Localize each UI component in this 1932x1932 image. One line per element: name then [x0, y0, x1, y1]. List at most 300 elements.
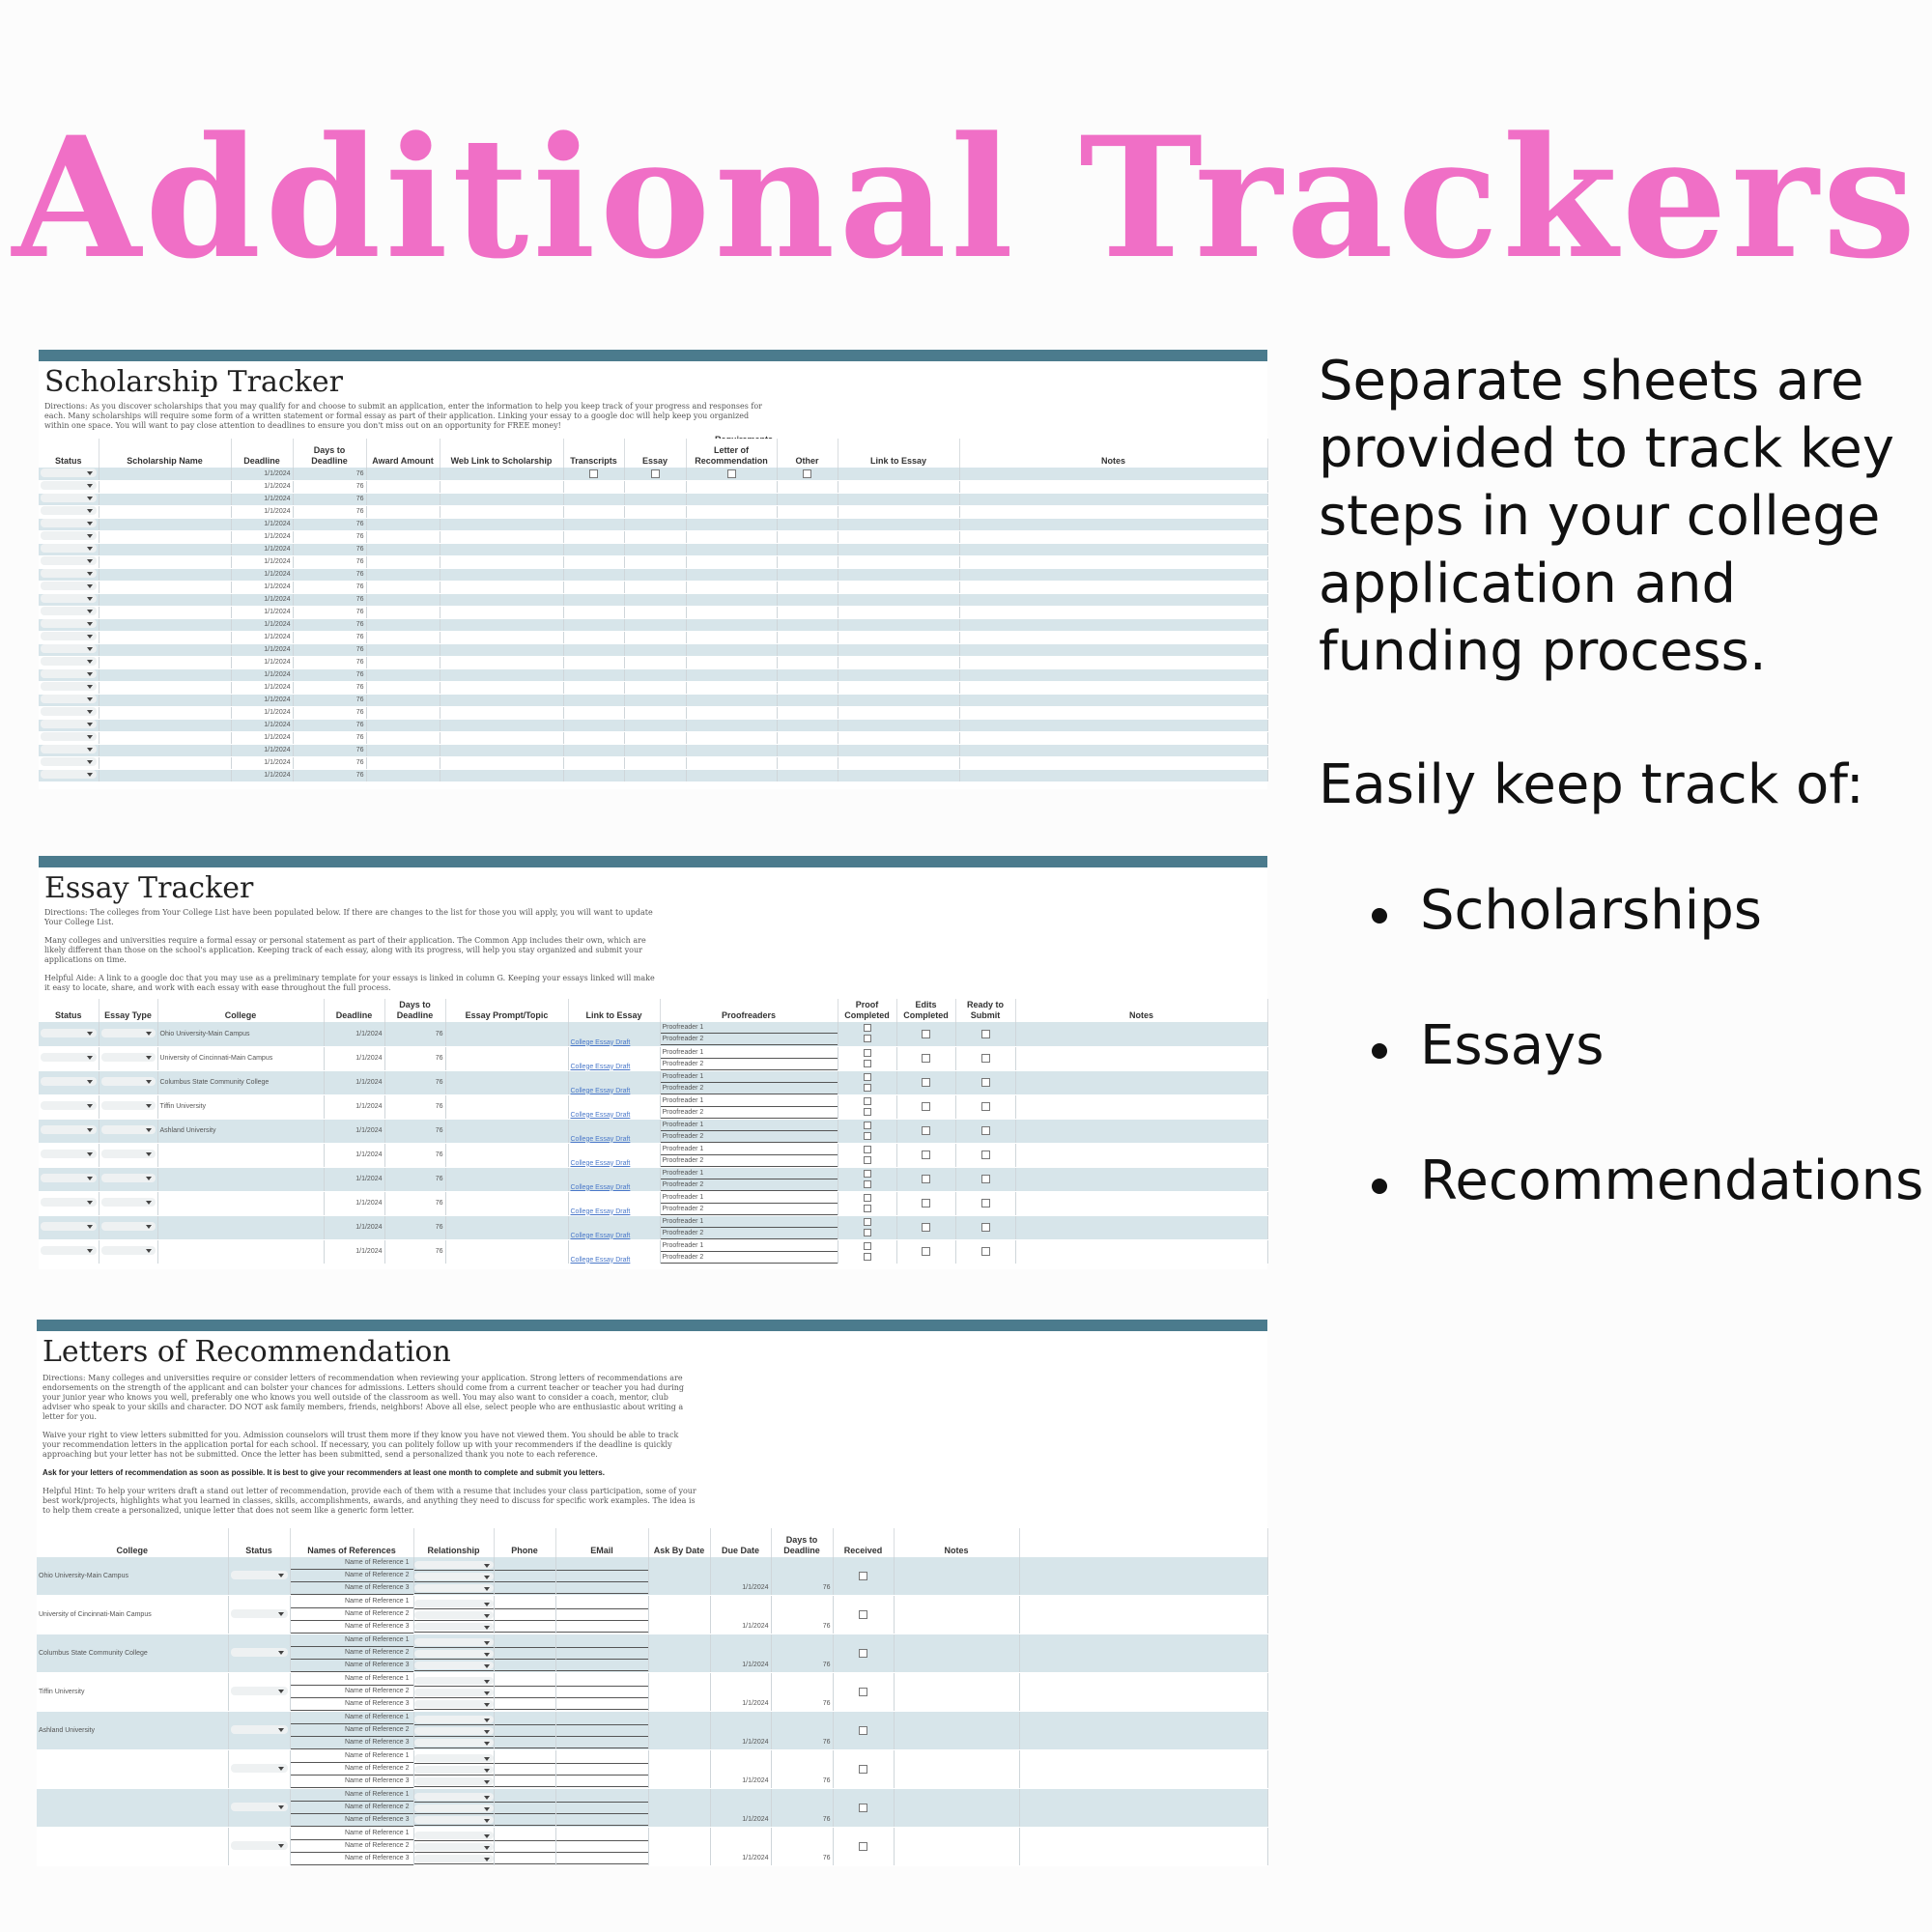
table-cell[interactable] — [39, 656, 99, 668]
relationship-dropdown[interactable] — [414, 1853, 494, 1864]
table-cell[interactable] — [624, 744, 686, 756]
table-cell[interactable] — [710, 1828, 771, 1866]
reference-name[interactable]: Name of Reference 1 — [291, 1557, 413, 1570]
table-cell[interactable] — [99, 1094, 157, 1119]
essay-draft-link[interactable]: College Essay Draft — [570, 1111, 631, 1119]
table-cell[interactable]: 1/1/2024 — [231, 706, 293, 719]
proofreader-2[interactable]: Proofreader 2 — [661, 1107, 838, 1119]
table-cell[interactable] — [777, 530, 838, 543]
entry-line[interactable] — [556, 1737, 648, 1748]
table-cell[interactable] — [686, 568, 777, 581]
table-cell[interactable]: Ohio University-Main Campus — [37, 1557, 228, 1596]
proofreader-1[interactable]: Proofreader 1 — [661, 1120, 838, 1131]
status-dropdown[interactable] — [41, 607, 97, 615]
table-cell[interactable]: 76 — [293, 505, 366, 518]
table-cell[interactable] — [563, 719, 624, 731]
table-cell[interactable] — [660, 1215, 838, 1239]
table-cell[interactable] — [440, 643, 563, 656]
status-dropdown[interactable] — [231, 1841, 288, 1850]
table-cell[interactable] — [660, 1167, 838, 1191]
entry-line[interactable] — [556, 1559, 648, 1571]
table-cell[interactable]: 1/1/2024 — [231, 480, 293, 493]
table-cell[interactable] — [959, 518, 1267, 530]
table-cell[interactable] — [624, 681, 686, 694]
table-cell[interactable] — [440, 593, 563, 606]
status-dropdown[interactable] — [41, 1077, 97, 1086]
table-cell[interactable] — [563, 530, 624, 543]
table-cell[interactable] — [563, 480, 624, 493]
table-cell[interactable] — [777, 568, 838, 581]
table-cell[interactable] — [959, 618, 1267, 631]
table-cell[interactable] — [838, 555, 959, 568]
proofreader-1[interactable]: Proofreader 1 — [661, 1192, 838, 1204]
table-cell[interactable] — [99, 1070, 157, 1094]
table-cell[interactable] — [959, 694, 1267, 706]
table-cell[interactable] — [660, 1191, 838, 1215]
table-cell[interactable] — [624, 493, 686, 505]
reference-name[interactable]: Name of Reference 3 — [291, 1660, 413, 1672]
entry-line[interactable] — [556, 1648, 648, 1660]
table-cell[interactable] — [563, 694, 624, 706]
table-cell[interactable] — [959, 706, 1267, 719]
table-cell[interactable] — [440, 581, 563, 593]
table-cell[interactable] — [838, 480, 959, 493]
status-dropdown[interactable] — [414, 1573, 494, 1580]
status-dropdown[interactable] — [41, 544, 97, 553]
status-dropdown[interactable] — [101, 1198, 156, 1207]
table-cell[interactable]: 76 — [384, 1215, 445, 1239]
status-dropdown[interactable] — [41, 1053, 97, 1062]
entry-line[interactable] — [556, 1675, 648, 1687]
table-cell[interactable]: 76 — [293, 694, 366, 706]
table-cell[interactable] — [838, 530, 959, 543]
table-cell[interactable] — [99, 493, 231, 505]
table-cell[interactable] — [366, 530, 440, 543]
table-cell[interactable] — [959, 731, 1267, 744]
table-cell[interactable] — [563, 468, 624, 480]
table-cell[interactable] — [648, 1634, 710, 1673]
status-dropdown[interactable] — [41, 1029, 97, 1037]
table-cell[interactable]: 76 — [293, 769, 366, 781]
table-cell[interactable] — [624, 468, 686, 480]
status-dropdown[interactable] — [41, 1125, 97, 1134]
checkbox[interactable] — [864, 1035, 871, 1042]
table-cell[interactable]: 76 — [384, 1070, 445, 1094]
entry-line[interactable] — [495, 1764, 555, 1776]
table-cell[interactable] — [366, 518, 440, 530]
table-cell[interactable] — [563, 681, 624, 694]
table-cell[interactable] — [99, 505, 231, 518]
table-cell[interactable] — [838, 581, 959, 593]
table-cell[interactable] — [445, 1191, 568, 1215]
entry-line[interactable] — [556, 1571, 648, 1582]
entry-line[interactable] — [495, 1609, 555, 1621]
entry-line[interactable] — [495, 1814, 555, 1826]
table-cell[interactable]: 76 — [293, 493, 366, 505]
table-cell[interactable]: 1/1/2024 — [231, 543, 293, 555]
table-cell[interactable] — [290, 1596, 413, 1634]
table-cell[interactable] — [838, 744, 959, 756]
table-cell[interactable] — [624, 530, 686, 543]
table-cell[interactable]: 76 — [384, 1119, 445, 1143]
checkbox[interactable] — [981, 1054, 990, 1063]
status-dropdown[interactable] — [101, 1246, 156, 1255]
status-dropdown[interactable] — [41, 720, 97, 728]
status-dropdown[interactable] — [414, 1584, 494, 1592]
table-cell[interactable] — [1015, 1094, 1267, 1119]
table-cell[interactable] — [39, 1094, 99, 1119]
table-cell[interactable] — [838, 568, 959, 581]
table-cell[interactable] — [838, 618, 959, 631]
table-cell[interactable] — [39, 543, 99, 555]
table-cell[interactable] — [771, 1673, 833, 1712]
proofreader-1[interactable]: Proofreader 1 — [661, 1071, 838, 1083]
table-cell[interactable] — [494, 1596, 555, 1634]
table-cell[interactable] — [413, 1789, 494, 1828]
checkbox[interactable] — [864, 1180, 871, 1188]
table-cell[interactable] — [624, 480, 686, 493]
table-cell[interactable]: 76 — [384, 1239, 445, 1264]
table-cell[interactable]: 1/1/2024 — [324, 1022, 384, 1046]
table-cell[interactable]: 1/1/2024 — [231, 631, 293, 643]
essay-draft-link[interactable]: College Essay Draft — [570, 1183, 631, 1191]
table-cell[interactable] — [440, 706, 563, 719]
table-cell[interactable] — [660, 1143, 838, 1167]
status-dropdown[interactable] — [414, 1855, 494, 1862]
checkbox[interactable] — [981, 1151, 990, 1159]
table-cell[interactable] — [959, 744, 1267, 756]
table-cell[interactable] — [771, 1557, 833, 1596]
checkbox[interactable] — [864, 1229, 871, 1236]
table-cell[interactable]: University of Cincinnati-Main Campus — [157, 1046, 324, 1070]
table-cell[interactable] — [1019, 1596, 1267, 1634]
table-cell[interactable] — [959, 480, 1267, 493]
checkbox[interactable] — [727, 469, 736, 478]
entry-line[interactable] — [556, 1814, 648, 1826]
status-dropdown[interactable] — [101, 1174, 156, 1182]
entry-line[interactable] — [495, 1598, 555, 1609]
table-cell[interactable] — [624, 505, 686, 518]
table-cell[interactable] — [366, 719, 440, 731]
table-cell[interactable] — [955, 1070, 1015, 1094]
table-cell[interactable] — [686, 681, 777, 694]
table-cell[interactable] — [660, 1119, 838, 1143]
status-dropdown[interactable] — [414, 1623, 494, 1631]
status-dropdown[interactable] — [41, 619, 97, 628]
table-cell[interactable] — [563, 568, 624, 581]
table-cell[interactable] — [440, 769, 563, 781]
status-dropdown[interactable] — [41, 732, 97, 741]
status-dropdown[interactable] — [41, 644, 97, 653]
table-cell[interactable] — [838, 643, 959, 656]
table-cell[interactable] — [838, 518, 959, 530]
checkbox[interactable] — [981, 1030, 990, 1038]
table-cell[interactable] — [959, 505, 1267, 518]
table-cell[interactable]: 1/1/2024 — [231, 518, 293, 530]
status-dropdown[interactable] — [414, 1677, 494, 1685]
table-cell[interactable] — [555, 1750, 648, 1789]
status-dropdown[interactable] — [41, 1246, 97, 1255]
entry-line[interactable] — [495, 1737, 555, 1748]
table-cell[interactable] — [563, 706, 624, 719]
status-dropdown[interactable] — [231, 1687, 288, 1695]
table-cell[interactable] — [777, 694, 838, 706]
checkbox[interactable] — [864, 1024, 871, 1032]
checkbox[interactable] — [803, 469, 811, 478]
table-cell[interactable] — [39, 618, 99, 631]
table-cell[interactable] — [710, 1634, 771, 1673]
table-cell[interactable] — [959, 643, 1267, 656]
table-cell[interactable] — [838, 681, 959, 694]
table-cell[interactable] — [1015, 1215, 1267, 1239]
table-cell[interactable] — [39, 1046, 99, 1070]
table-cell[interactable] — [777, 769, 838, 781]
table-cell[interactable] — [290, 1750, 413, 1789]
table-cell[interactable] — [686, 480, 777, 493]
table-cell[interactable]: 76 — [293, 618, 366, 631]
essay-draft-link[interactable]: College Essay Draft — [570, 1135, 631, 1143]
checkbox[interactable] — [922, 1199, 930, 1208]
table-cell[interactable] — [366, 555, 440, 568]
table-cell[interactable] — [563, 756, 624, 769]
table-cell[interactable] — [440, 493, 563, 505]
essay-draft-link[interactable]: College Essay Draft — [570, 1208, 631, 1215]
table-cell[interactable] — [445, 1167, 568, 1191]
table-cell[interactable]: 76 — [293, 518, 366, 530]
checkbox[interactable] — [859, 1688, 867, 1696]
table-cell[interactable] — [366, 706, 440, 719]
table-cell[interactable] — [99, 581, 231, 593]
entry-line[interactable] — [495, 1636, 555, 1648]
table-cell[interactable] — [838, 1046, 896, 1070]
status-dropdown[interactable] — [41, 745, 97, 753]
essay-draft-link[interactable]: College Essay Draft — [570, 1063, 631, 1070]
table-cell[interactable] — [624, 706, 686, 719]
checkbox[interactable] — [922, 1223, 930, 1232]
checkbox[interactable] — [859, 1726, 867, 1735]
table-cell[interactable] — [99, 518, 231, 530]
checkbox[interactable] — [981, 1102, 990, 1111]
table-cell[interactable]: 1/1/2024 — [231, 643, 293, 656]
table-cell[interactable] — [440, 505, 563, 518]
table-cell[interactable] — [838, 1167, 896, 1191]
table-cell[interactable] — [660, 1046, 838, 1070]
table-cell[interactable] — [894, 1828, 1019, 1866]
table-cell[interactable]: 1/1/2024 — [324, 1239, 384, 1264]
table-cell[interactable] — [959, 568, 1267, 581]
table-cell[interactable] — [99, 668, 231, 681]
essay-draft-link[interactable]: College Essay Draft — [570, 1087, 631, 1094]
table-cell[interactable] — [959, 555, 1267, 568]
entry-line[interactable] — [495, 1830, 555, 1841]
table-cell[interactable] — [1019, 1750, 1267, 1789]
table-cell[interactable]: 76 — [293, 756, 366, 769]
table-cell[interactable] — [894, 1596, 1019, 1634]
table-cell[interactable] — [99, 568, 231, 581]
table-cell[interactable] — [838, 706, 959, 719]
checkbox[interactable] — [651, 469, 660, 478]
reference-name[interactable]: Name of Reference 3 — [291, 1737, 413, 1749]
table-cell[interactable] — [710, 1673, 771, 1712]
table-cell[interactable] — [494, 1557, 555, 1596]
table-cell[interactable] — [99, 681, 231, 694]
table-cell[interactable]: 76 — [293, 643, 366, 656]
table-cell[interactable] — [686, 731, 777, 744]
table-cell[interactable] — [39, 518, 99, 530]
table-cell[interactable] — [568, 1215, 660, 1239]
table-cell[interactable] — [366, 581, 440, 593]
table-cell[interactable] — [959, 769, 1267, 781]
table-cell[interactable] — [648, 1673, 710, 1712]
relationship-dropdown[interactable] — [414, 1841, 494, 1853]
status-dropdown[interactable] — [41, 569, 97, 578]
status-dropdown[interactable] — [231, 1803, 288, 1811]
table-cell[interactable] — [660, 1022, 838, 1046]
table-cell[interactable] — [290, 1557, 413, 1596]
status-dropdown[interactable] — [101, 1150, 156, 1158]
essay-draft-link[interactable]: College Essay Draft — [570, 1159, 631, 1167]
entry-line[interactable] — [556, 1621, 648, 1633]
table-cell[interactable] — [838, 1119, 896, 1143]
table-cell[interactable] — [440, 694, 563, 706]
checkbox[interactable] — [981, 1175, 990, 1183]
status-dropdown[interactable] — [41, 695, 97, 703]
status-dropdown[interactable] — [41, 469, 97, 477]
table-cell[interactable] — [366, 543, 440, 555]
table-cell[interactable]: Tiffin University — [37, 1673, 228, 1712]
table-cell[interactable] — [494, 1673, 555, 1712]
table-cell[interactable]: 1/1/2024 — [231, 756, 293, 769]
table-cell[interactable] — [494, 1634, 555, 1673]
table-cell[interactable] — [568, 1022, 660, 1046]
table-cell[interactable] — [1015, 1070, 1267, 1094]
table-cell[interactable] — [624, 656, 686, 668]
table-cell[interactable]: 1/1/2024 — [231, 656, 293, 668]
table-cell[interactable] — [624, 581, 686, 593]
table-cell[interactable] — [955, 1239, 1015, 1264]
entry-line[interactable] — [495, 1776, 555, 1787]
table-cell[interactable] — [563, 493, 624, 505]
table-cell[interactable] — [777, 593, 838, 606]
table-cell[interactable]: 76 — [293, 631, 366, 643]
table-cell[interactable] — [955, 1143, 1015, 1167]
table-cell[interactable] — [959, 493, 1267, 505]
proofreader-1[interactable]: Proofreader 1 — [661, 1216, 838, 1228]
table-cell[interactable] — [624, 518, 686, 530]
relationship-dropdown[interactable] — [414, 1598, 494, 1609]
checkbox[interactable] — [864, 1218, 871, 1226]
table-cell[interactable] — [1015, 1046, 1267, 1070]
table-cell[interactable] — [838, 505, 959, 518]
checkbox[interactable] — [589, 469, 598, 478]
checkbox[interactable] — [864, 1122, 871, 1129]
relationship-dropdown[interactable] — [414, 1559, 494, 1571]
proofreader-1[interactable]: Proofreader 1 — [661, 1144, 838, 1155]
relationship-dropdown[interactable] — [414, 1687, 494, 1698]
checkbox[interactable] — [864, 1156, 871, 1164]
reference-name[interactable]: Name of Reference 1 — [291, 1673, 413, 1686]
table-cell[interactable] — [99, 1191, 157, 1215]
table-cell[interactable] — [99, 606, 231, 618]
checkbox[interactable] — [859, 1610, 867, 1619]
table-cell[interactable] — [366, 493, 440, 505]
status-dropdown[interactable] — [41, 494, 97, 502]
reference-name[interactable]: Name of Reference 2 — [291, 1686, 413, 1698]
table-cell[interactable] — [228, 1789, 290, 1828]
table-cell[interactable] — [99, 706, 231, 719]
table-cell[interactable] — [686, 618, 777, 631]
table-cell[interactable] — [959, 656, 1267, 668]
table-cell[interactable]: 1/1/2024 — [231, 606, 293, 618]
table-cell[interactable]: 76 — [384, 1191, 445, 1215]
table-cell[interactable] — [838, 606, 959, 618]
table-cell[interactable] — [39, 480, 99, 493]
table-cell[interactable]: 1/1/2024 — [324, 1143, 384, 1167]
table-cell[interactable] — [624, 769, 686, 781]
table-cell[interactable] — [39, 1143, 99, 1167]
table-cell[interactable] — [99, 1239, 157, 1264]
table-cell[interactable] — [563, 618, 624, 631]
entry-line[interactable] — [556, 1582, 648, 1594]
table-cell[interactable] — [37, 1789, 228, 1828]
table-cell[interactable] — [440, 668, 563, 681]
table-cell[interactable] — [896, 1046, 955, 1070]
table-cell[interactable] — [959, 668, 1267, 681]
table-cell[interactable] — [838, 694, 959, 706]
table-cell[interactable] — [99, 769, 231, 781]
status-dropdown[interactable] — [101, 1029, 156, 1037]
table-cell[interactable] — [39, 581, 99, 593]
table-cell[interactable] — [39, 468, 99, 480]
status-dropdown[interactable] — [41, 1198, 97, 1207]
status-dropdown[interactable] — [231, 1571, 288, 1579]
status-dropdown[interactable] — [414, 1727, 494, 1735]
table-cell[interactable] — [1019, 1789, 1267, 1828]
table-cell[interactable]: 1/1/2024 — [324, 1191, 384, 1215]
entry-line[interactable] — [556, 1598, 648, 1609]
checkbox[interactable] — [922, 1030, 930, 1038]
reference-name[interactable]: Name of Reference 2 — [291, 1608, 413, 1621]
checkbox[interactable] — [922, 1175, 930, 1183]
entry-line[interactable] — [495, 1803, 555, 1814]
table-cell[interactable] — [366, 505, 440, 518]
table-cell[interactable] — [555, 1634, 648, 1673]
table-cell[interactable] — [777, 555, 838, 568]
table-cell[interactable] — [99, 530, 231, 543]
table-cell[interactable] — [710, 1557, 771, 1596]
table-cell[interactable]: Columbus State Community College — [37, 1634, 228, 1673]
table-cell[interactable] — [440, 631, 563, 643]
table-cell[interactable]: 1/1/2024 — [231, 731, 293, 744]
table-cell[interactable] — [896, 1070, 955, 1094]
status-dropdown[interactable] — [414, 1662, 494, 1669]
status-dropdown[interactable] — [41, 582, 97, 590]
reference-name[interactable]: Name of Reference 3 — [291, 1853, 413, 1865]
status-dropdown[interactable] — [41, 556, 97, 565]
relationship-dropdown[interactable] — [414, 1582, 494, 1594]
checkbox[interactable] — [922, 1247, 930, 1256]
table-cell[interactable] — [568, 1094, 660, 1119]
table-cell[interactable] — [955, 1215, 1015, 1239]
table-cell[interactable] — [39, 731, 99, 744]
checkbox[interactable] — [922, 1126, 930, 1135]
table-cell[interactable] — [686, 530, 777, 543]
status-dropdown[interactable] — [101, 1053, 156, 1062]
reference-name[interactable]: Name of Reference 3 — [291, 1698, 413, 1711]
table-cell[interactable] — [624, 756, 686, 769]
status-dropdown[interactable] — [41, 1101, 97, 1110]
table-cell[interactable] — [838, 593, 959, 606]
